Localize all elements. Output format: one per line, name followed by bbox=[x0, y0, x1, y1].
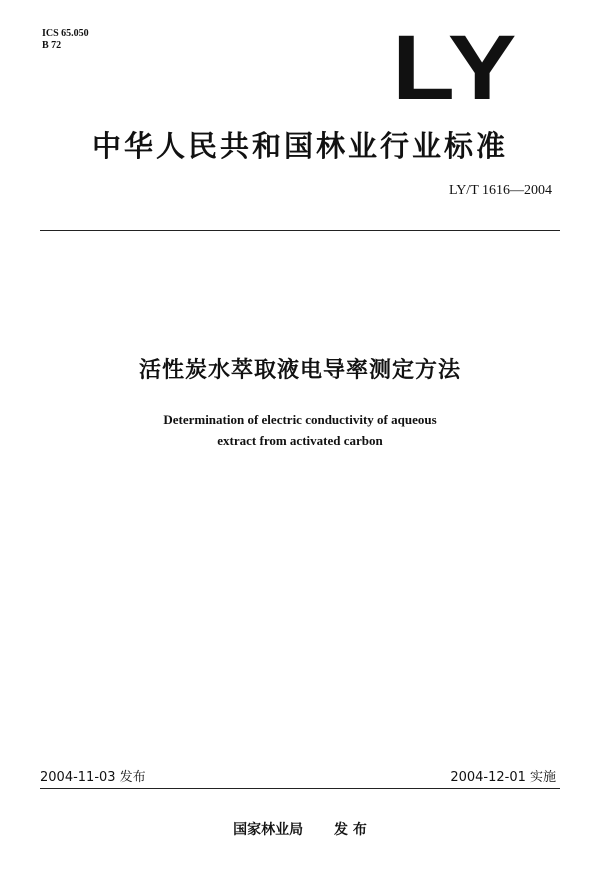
ly-logo: LY bbox=[392, 17, 519, 119]
publisher bbox=[0, 819, 600, 839]
classification-codes bbox=[42, 28, 89, 52]
document-title-zh: 活性炭水萃取液电导率测定方法 bbox=[138, 358, 461, 383]
standard-title: 中华人民共和国林业行业标准 bbox=[91, 129, 508, 163]
bottom-divider bbox=[40, 788, 560, 789]
effective-date: 2004-12-01 实施 bbox=[450, 770, 556, 785]
ccs-code: B 72 bbox=[42, 40, 62, 51]
title-en-line-2: extract from activated carbon bbox=[217, 433, 383, 448]
ics-code: ICS 65.050 bbox=[42, 28, 89, 39]
standard-number: LY/T 1616—2004 bbox=[449, 183, 552, 198]
title-en-line-1: Determination of electric conductivity of aqueous bbox=[163, 412, 437, 427]
issue-date: 2004-11-03 发布 bbox=[40, 770, 146, 785]
document-title-en bbox=[40, 409, 560, 451]
top-divider bbox=[40, 230, 560, 231]
publisher-name: 国家林业局 bbox=[233, 822, 304, 838]
publisher-action: 发 布 bbox=[334, 822, 367, 838]
